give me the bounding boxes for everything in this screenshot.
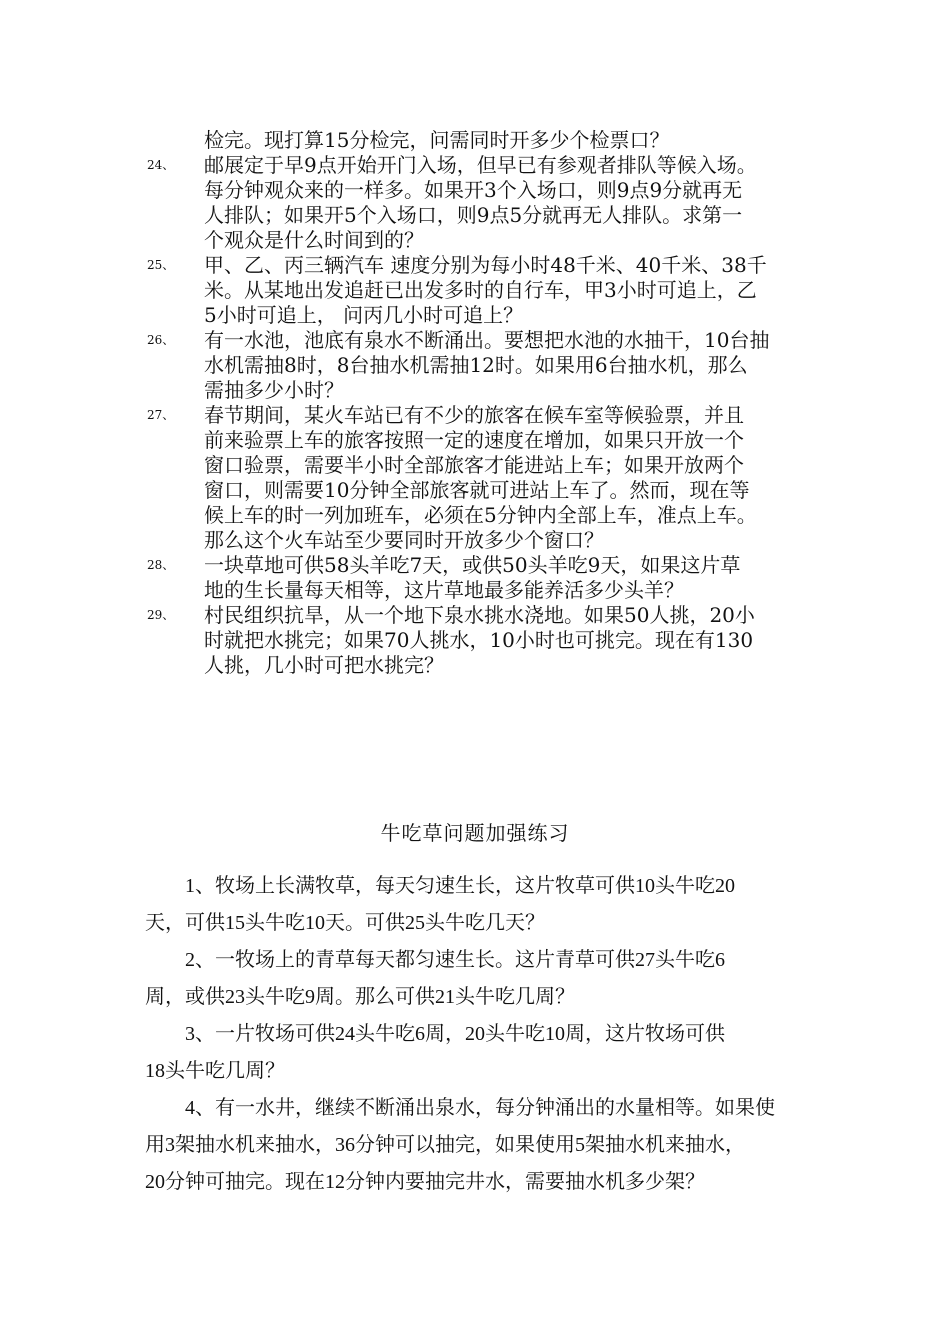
text-line: 2、一牧场上的青草每天都匀速生长。这片青草可供27头牛吃6 <box>185 949 725 971</box>
problem-number: 26、 <box>147 333 175 347</box>
text-line: 18头牛吃几周？ <box>145 1060 285 1082</box>
section-heading: 牛吃草问题加强练习 <box>380 821 570 845</box>
text-line: 地的生长量每天相等，这片草地最多能养活多少头羊？ <box>204 578 684 602</box>
text-line: 用3架抽水机来抽水，36分钟可以抽完，如果使用5架抽水机来抽水， <box>145 1134 745 1156</box>
text-line: 候上车的时一列加班车，必须在5分钟内全部上车，准点上车。 <box>204 503 757 527</box>
problem-number: 27、 <box>147 408 175 422</box>
text-line: 3、一片牧场可供24头牛吃6周，20头牛吃10周，这片牧场可供 <box>185 1023 725 1045</box>
text-line: 甲、乙、丙三辆汽车 速度分别为每小时48千米、40千米、38千 <box>204 253 767 277</box>
text-line: 5小时可追上， 问丙几小时可追上？ <box>204 303 524 327</box>
text-line: 1、牧场上长满牧草，每天匀速生长，这片牧草可供10头牛吃20 <box>185 875 735 897</box>
text-line: 时就把水挑完；如果70人挑水，10小时也可挑完。现在有130 <box>204 628 754 652</box>
text-line: 20分钟可抽完。现在12分钟内要抽完井水，需要抽水机多少架？ <box>145 1171 705 1193</box>
text-line: 村民组织抗旱，从一个地下泉水挑水浇地。如果50人挑，20小 <box>204 603 755 627</box>
text-line: 窗口，则需要10分钟全部旅客就可进站上车了。然而，现在等 <box>204 478 750 502</box>
problem-23-continuation: 检完。现打算15分检完，问需同时开多少个检票口？ <box>204 128 670 152</box>
text-line: 人排队；如果开5个入场口，则9点5分就再无人排队。求第一 <box>204 203 743 227</box>
text-line: 前来验票上车的旅客按照一定的速度在增加，如果只开放一个 <box>204 428 744 452</box>
practice-item-4 <box>145 1090 815 1201</box>
problem-number: 29、 <box>147 608 175 622</box>
text-line: 有一水池，池底有泉水不断涌出。要想把水池的水抽干，10台抽 <box>204 328 770 352</box>
text-line: 个观众是什么时间到的？ <box>204 228 424 252</box>
text-line: 周，或供23头牛吃9周。那么可供21头牛吃几周？ <box>145 986 575 1008</box>
problem-text <box>204 603 804 678</box>
problem-number: 28、 <box>147 558 175 572</box>
text-line: 需抽多少小时？ <box>204 378 344 402</box>
text-line: 天，可供15头牛吃10天。可供25头牛吃几天？ <box>145 912 545 934</box>
text-line: 那么这个火车站至少要同时开放多少个窗口？ <box>204 528 604 552</box>
text-line: 米。从某地出发追赶已出发多时的自行车，甲3小时可追上，乙 <box>204 278 757 302</box>
text-line: 一块草地可供58头羊吃7天，或供50头羊吃9天，如果这片草 <box>204 553 741 577</box>
practice-section <box>145 868 815 1201</box>
text-line: 春节期间，某火车站已有不少的旅客在候车室等候验票，并且 <box>204 403 744 427</box>
text-line: 每分钟观众来的一样多。如果开3个入场口，则9点9分就再无 <box>204 178 743 202</box>
problem-text <box>204 403 804 553</box>
problem-text <box>204 253 804 328</box>
practice-item-2 <box>145 942 815 1016</box>
problem-number: 24、 <box>147 158 175 172</box>
text-line: 4、有一水井，继续不断涌出泉水，每分钟涌出的水量相等。如果使 <box>185 1097 775 1119</box>
text-line: 邮展定于早9点开始开门入场，但早已有参观者排队等候入场。 <box>204 153 757 177</box>
problem-text <box>204 153 804 253</box>
problem-number: 25、 <box>147 258 175 272</box>
text-line: 水机需抽8时，8台抽水机需抽12时。如果用6台抽水机，那么 <box>204 353 748 377</box>
practice-item-3 <box>145 1016 815 1090</box>
problem-text <box>204 328 804 403</box>
problem-text <box>204 553 804 603</box>
practice-item-1 <box>145 868 815 942</box>
text-line: 窗口验票，需要半小时全部旅客才能进站上车；如果开放两个 <box>204 453 744 477</box>
text-line: 人挑，几小时可把水挑完？ <box>204 653 444 677</box>
